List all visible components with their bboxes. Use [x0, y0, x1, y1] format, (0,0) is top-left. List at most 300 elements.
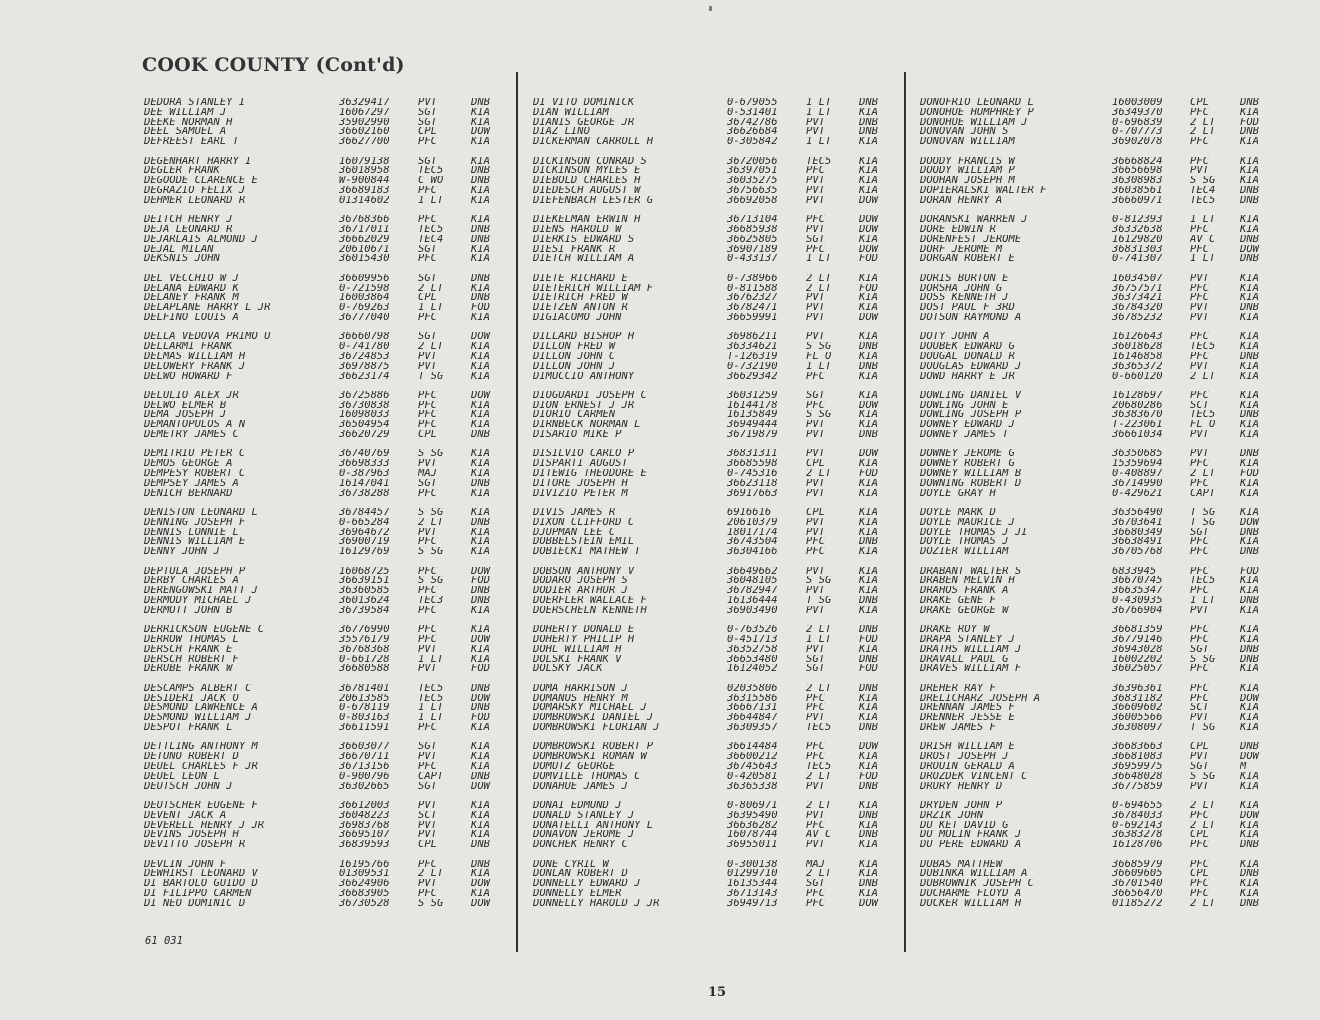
rank: S SG: [418, 508, 444, 518]
status-code: KIA: [1240, 459, 1259, 470]
roster-entry: [144, 772, 507, 782]
serial-number: 36668824: [1112, 156, 1163, 167]
status-code: KIA: [1240, 332, 1259, 343]
soldier-name: DORANSKI WARREN J: [920, 215, 1028, 225]
serial-number: 16067297: [339, 107, 390, 118]
rank: TEC5: [1190, 342, 1216, 352]
serial-number: 36603077: [339, 742, 390, 753]
status-code: DNB: [1240, 185, 1259, 196]
rank: PFC: [418, 410, 437, 421]
soldier-name: DIMUCCIO ANTHONY: [533, 371, 635, 382]
serial-number: 36766904: [1112, 605, 1163, 616]
soldier-name: DRENNAN JAMES F: [920, 703, 1015, 714]
soldier-name: DI FILIPPO CARMEN: [144, 888, 252, 899]
roster-entry: [533, 508, 895, 518]
roster-entry: [920, 869, 1276, 879]
status-code: DOW: [859, 224, 878, 235]
status-code: DNB: [471, 586, 490, 597]
serial-number: 36611591: [339, 722, 390, 733]
soldier-name: DISILVIO CARLO P: [533, 449, 635, 460]
roster-entry: [144, 225, 507, 235]
serial-number: 36900719: [339, 537, 390, 548]
rank: TEC5: [418, 683, 444, 694]
status-code: M: [1240, 761, 1247, 772]
rank: S SG: [1190, 771, 1216, 782]
soldier-name: DOSS KENNETH J: [920, 293, 1009, 304]
rank: PVT: [418, 879, 437, 889]
rank: 1 LT: [806, 98, 832, 108]
serial-number: 36614484: [727, 742, 778, 753]
roster-entry: [144, 830, 507, 840]
roster-entry: [920, 362, 1276, 372]
roster-group: [533, 157, 895, 206]
rank: PVT: [1190, 303, 1209, 313]
status-code: KIA: [471, 644, 490, 655]
roster-entry: [144, 840, 507, 850]
status-code: DNB: [471, 234, 490, 245]
status-code: KIA: [1240, 713, 1259, 723]
soldier-name: DIESI FRANK R: [533, 244, 616, 255]
rank: PFC: [418, 312, 437, 323]
status-code: DNB: [1240, 449, 1259, 460]
soldier-name: DERROW THOMAS L: [144, 635, 239, 645]
soldier-name: DILLON JOHN C: [533, 351, 616, 362]
rank: CPL: [418, 293, 437, 304]
roster-entry: [533, 235, 895, 245]
roster-entry: [533, 713, 895, 723]
soldier-name: DIAN WILLIAM: [533, 107, 609, 118]
serial-number: 36785232: [1112, 312, 1163, 323]
rank: PFC: [418, 859, 437, 870]
serial-number: 36638491: [1112, 537, 1163, 548]
status-code: KIA: [471, 410, 490, 421]
rank: PFC: [418, 537, 437, 548]
serial-number: 36698333: [339, 459, 390, 470]
status-code: DNB: [1240, 254, 1259, 265]
roster-entry: [920, 713, 1276, 723]
rank: AV C: [1190, 234, 1216, 245]
status-code: KIA: [471, 137, 490, 147]
soldier-name: DONALD STANLEY J: [533, 810, 635, 821]
soldier-name: DILLARD BISHOP H: [533, 332, 635, 343]
status-code: KIA: [471, 830, 490, 841]
soldier-name: DITEWIG THEODORE E: [533, 469, 647, 479]
serial-number: 36624906: [339, 879, 390, 889]
status-code: KIA: [471, 312, 490, 323]
status-code: KIA: [859, 888, 878, 899]
serial-number: 0-694655: [1112, 800, 1163, 811]
roster-entry: [533, 430, 895, 440]
rank: SGT: [806, 664, 825, 675]
status-code: KIA: [1240, 576, 1259, 587]
status-code: DNB: [1240, 742, 1259, 753]
soldier-name: DEVENT JACK A: [144, 810, 227, 821]
roster-entry: [533, 723, 895, 733]
serial-number: 36644847: [727, 713, 778, 723]
serial-number: 36396361: [1112, 683, 1163, 694]
roster-group: [920, 449, 1276, 498]
rank: PVT: [806, 430, 825, 440]
status-code: KIA: [1240, 430, 1259, 440]
rank: PFC: [418, 586, 437, 597]
status-code: KIA: [471, 195, 490, 206]
serial-number: 36383670: [1112, 410, 1163, 421]
serial-number: 16003009: [1112, 98, 1163, 108]
serial-number: 16068725: [339, 566, 390, 577]
soldier-name: DEMOS GEORGE A: [144, 459, 233, 470]
rank: TEC5: [418, 166, 444, 177]
serial-number: 36365338: [727, 781, 778, 792]
rank: PFC: [806, 244, 825, 255]
soldier-name: DELMAS WILLIAM H: [144, 351, 246, 362]
serial-number: 36395490: [727, 810, 778, 821]
soldier-name: DRISH WILLIAM E: [920, 742, 1015, 753]
serial-number: T-223061: [1112, 420, 1163, 431]
soldier-name: DERENGOWSKI MATT J: [144, 586, 258, 597]
roster-entry: [144, 752, 507, 762]
status-code: DNB: [471, 166, 490, 177]
soldier-name: DONOVAN WILLIAM: [920, 137, 1015, 147]
rank: PVT: [1190, 273, 1209, 284]
soldier-name: DUBAS MATTHEW: [920, 859, 1003, 870]
soldier-name: DONLAN ROBERT D: [533, 869, 628, 880]
rank: PVT: [418, 361, 437, 372]
status-code: FOD: [471, 664, 490, 675]
rank: PFC: [1190, 840, 1209, 850]
status-code: KIA: [859, 859, 878, 870]
serial-number: 0-741780: [339, 342, 390, 352]
roster-entry: [533, 664, 895, 674]
serial-number: 36745643: [727, 761, 778, 772]
rank: PVT: [806, 127, 825, 138]
roster-entry: [920, 469, 1276, 479]
soldier-name: DOWNING ROBERT D: [920, 478, 1022, 489]
rank: SGT: [418, 742, 437, 753]
status-code: KIA: [859, 566, 878, 577]
roster-entry: [533, 293, 895, 303]
rank: 2 LT: [418, 517, 444, 528]
status-code: KIA: [859, 390, 878, 401]
serial-number: 0-745316: [727, 469, 778, 479]
roster-entry: [533, 479, 895, 489]
soldier-name: DORENFEST JEROME: [920, 234, 1022, 245]
serial-number: 36365372: [1112, 361, 1163, 372]
roster-entry: [920, 576, 1276, 586]
soldier-name: DOYLE MARK D: [920, 508, 996, 518]
status-code: KIA: [1240, 371, 1259, 382]
roster-entry: [144, 391, 507, 401]
soldier-name: DEJAL MILAN: [144, 244, 214, 255]
roster-entry: [533, 215, 895, 225]
soldier-name: DOUGAL DONALD R: [920, 351, 1015, 362]
soldier-name: DELFINO LOUIS A: [144, 312, 239, 323]
serial-number: 36720056: [727, 156, 778, 167]
serial-number: 0-741307: [1112, 254, 1163, 265]
serial-number: 0-531401: [727, 107, 778, 118]
status-code: KIA: [859, 605, 878, 616]
soldier-name: DRAKE GEORGE W: [920, 605, 1009, 616]
status-code: DOW: [471, 332, 490, 343]
rank: 1 LT: [806, 361, 832, 372]
status-code: DNB: [471, 478, 490, 489]
rank: PFC: [1190, 547, 1209, 558]
serial-number: 01185272: [1112, 898, 1163, 909]
roster-entry: [144, 821, 507, 831]
rank: CPL: [418, 430, 437, 440]
soldier-name: DIENS HAROLD W: [533, 224, 622, 235]
roster-entry: [533, 342, 895, 352]
status-code: DNB: [1240, 547, 1259, 558]
rank: PVT: [806, 566, 825, 577]
roster-group: [920, 801, 1276, 850]
status-code: DNB: [859, 127, 878, 138]
rank: TEC5: [806, 761, 832, 772]
soldier-name: DOOHAN JOSEPH M: [920, 176, 1015, 186]
rank: 1 LT: [1190, 215, 1216, 225]
status-code: KIA: [859, 332, 878, 343]
soldier-name: DODARO JOSEPH S: [533, 576, 628, 587]
soldier-name: DIORIO CARMEN: [533, 410, 616, 421]
rank: CAPT: [1190, 488, 1216, 499]
rank: PFC: [418, 761, 437, 772]
rank: PVT: [1190, 430, 1209, 440]
roster-entry: [144, 479, 507, 489]
soldier-name: DONOHUE WILLIAM J: [920, 117, 1028, 128]
soldier-name: DICKINSON MYLES E: [533, 166, 641, 177]
soldier-name: DEGENHART HARRY I: [144, 156, 252, 167]
roster-entry: [533, 635, 895, 645]
soldier-name: DOHERTY DONALD E: [533, 625, 635, 635]
soldier-name: DOODY FRANCIS W: [920, 156, 1015, 167]
status-code: KIA: [471, 342, 490, 352]
serial-number: 36685938: [727, 224, 778, 235]
serial-number: 36739584: [339, 605, 390, 616]
status-code: KIA: [1240, 420, 1259, 431]
status-code: KIA: [1240, 635, 1259, 645]
roster-entry: [920, 332, 1276, 342]
soldier-name: DI NEO DOMINIC D: [144, 898, 246, 909]
roster-group: [144, 157, 507, 206]
soldier-name: DIERKIS EDWARD S: [533, 234, 635, 245]
serial-number: 36776990: [339, 625, 390, 635]
rank: PVT: [418, 459, 437, 470]
status-code: KIA: [471, 469, 490, 479]
roster-entry: [144, 469, 507, 479]
rank: 1 LT: [806, 107, 832, 118]
roster-entry: [920, 879, 1276, 889]
serial-number: 36653480: [727, 654, 778, 665]
roster-entry: [533, 245, 895, 255]
rank: PFC: [1190, 537, 1209, 548]
rank: PFC: [1190, 664, 1209, 675]
soldier-name: DORE EDWIN R: [920, 224, 996, 235]
soldier-name: DETTLING ANTHONY M: [144, 742, 258, 753]
serial-number: 0-803163: [339, 713, 390, 723]
rank: PFC: [418, 635, 437, 645]
status-code: KIA: [859, 761, 878, 772]
rank: PVT: [806, 781, 825, 792]
rank: PFC: [418, 215, 437, 225]
status-code: DOW: [471, 879, 490, 889]
roster-group: [533, 449, 895, 498]
rank: PFC: [418, 625, 437, 635]
status-code: KIA: [1240, 107, 1259, 118]
roster-entry: [533, 518, 895, 528]
roster-entry: [533, 372, 895, 382]
roster-entry: [533, 127, 895, 137]
status-code: KIA: [471, 888, 490, 899]
roster-entry: [144, 293, 507, 303]
status-code: FOD: [859, 771, 878, 782]
status-code: KIA: [1240, 293, 1259, 304]
rank: PFC: [1190, 879, 1209, 889]
rank: SGT: [1190, 644, 1209, 655]
status-code: KIA: [471, 449, 490, 460]
rank: SCT: [418, 810, 437, 821]
status-code: DNB: [471, 176, 490, 186]
rank: S SG: [418, 449, 444, 460]
status-code: DNB: [859, 654, 878, 665]
rank: TEC4: [418, 234, 444, 245]
soldier-name: DRAKE ROY W: [920, 625, 990, 635]
rank: SGT: [418, 781, 437, 792]
status-code: KIA: [1240, 342, 1259, 352]
serial-number: 36917663: [727, 488, 778, 499]
roster-entry: [144, 547, 507, 557]
roster-entry: [920, 430, 1276, 440]
serial-number: 36685979: [1112, 859, 1163, 870]
roster-entry: [533, 703, 895, 713]
status-code: DOW: [1240, 810, 1259, 821]
serial-number: 16124052: [727, 664, 778, 675]
soldier-name: DENNING JOSEPH F: [144, 517, 246, 528]
roster-group: [920, 332, 1276, 381]
status-code: KIA: [471, 420, 490, 431]
serial-number: 0-732190: [727, 361, 778, 372]
roster-entry: [533, 391, 895, 401]
serial-number: 16146858: [1112, 351, 1163, 362]
soldier-name: DOMBROWSKI DANIEL J: [533, 713, 654, 723]
soldier-name: DRABEN MELVIN H: [920, 576, 1015, 587]
status-code: KIA: [859, 547, 878, 558]
status-code: KIA: [471, 800, 490, 811]
soldier-name: DEUTSCHER EUGENE F: [144, 800, 258, 811]
soldier-name: DESIDERI JACK O: [144, 693, 239, 704]
status-code: KIA: [471, 254, 490, 265]
soldier-name: DEVLIN JOHN F: [144, 859, 227, 870]
rank: PFC: [418, 420, 437, 431]
status-code: KIA: [1240, 283, 1259, 294]
status-code: KIA: [471, 742, 490, 753]
roster-entry: [533, 694, 895, 704]
soldier-name: DELWO ELMER B: [144, 400, 227, 411]
soldier-name: DU PERE EDWARD A: [920, 840, 1022, 850]
status-code: DNB: [471, 98, 490, 108]
serial-number: 0-300138: [727, 859, 778, 870]
serial-number: 01314602: [339, 195, 390, 206]
status-code: FOD: [471, 303, 490, 313]
soldier-name: DONAVON JEROME J: [533, 830, 635, 841]
status-code: DNB: [471, 430, 490, 440]
roster-entry: [533, 752, 895, 762]
serial-number: 0-679055: [727, 98, 778, 108]
roster-entry: [533, 772, 895, 782]
roster-column-2: [533, 98, 895, 918]
soldier-name: DOBBELSTEIN EMIL: [533, 537, 635, 548]
serial-number: 02035806: [727, 683, 778, 694]
soldier-name: DIRNBECK NORMAN L: [533, 420, 641, 431]
roster-entry: [920, 489, 1276, 499]
rank: 1 LT: [418, 713, 444, 723]
serial-number: 36334621: [727, 342, 778, 352]
serial-number: 36713156: [339, 761, 390, 772]
status-code: KIA: [1240, 400, 1259, 411]
serial-number: 36670711: [339, 752, 390, 762]
serial-number: 0-763526: [727, 625, 778, 635]
roster-entry: [533, 840, 895, 850]
roster-entry: [920, 742, 1276, 752]
roster-entry: [920, 772, 1276, 782]
serial-number: 16129820: [1112, 234, 1163, 245]
status-code: KIA: [471, 820, 490, 831]
soldier-name: DERBY CHARLES A: [144, 576, 239, 587]
status-code: DNB: [1240, 898, 1259, 909]
status-code: KIA: [471, 527, 490, 538]
soldier-name: DOMANUS HENRY M: [533, 693, 628, 704]
soldier-name: DRAPA STANLEY J: [920, 635, 1015, 645]
serial-number: 36738288: [339, 488, 390, 499]
serial-number: 36695107: [339, 830, 390, 841]
roster-entry: [144, 449, 507, 459]
serial-number: 36978875: [339, 361, 390, 372]
rank: SGT: [806, 390, 825, 401]
soldier-name: DOWNEY ROBERT G: [920, 459, 1015, 470]
serial-number: 36742786: [727, 117, 778, 128]
rank: SGT: [1190, 761, 1209, 772]
roster-entry: [144, 899, 507, 909]
roster-entry: [533, 118, 895, 128]
rank: PVT: [418, 351, 437, 362]
soldier-name: DEEL SAMUEL A: [144, 127, 227, 138]
soldier-name: DITORE JOSEPH H: [533, 478, 628, 489]
serial-number: 36730838: [339, 400, 390, 411]
roster-entry: [920, 684, 1276, 694]
soldier-name: DOLSKI FRANK V: [533, 654, 622, 665]
roster-group: [533, 567, 895, 616]
soldier-name: DOTSON RAYMOND A: [920, 312, 1022, 323]
soldier-name: DEWHIRST LEONARD V: [144, 869, 258, 880]
roster-entry: [533, 596, 895, 606]
roster-entry: [920, 303, 1276, 313]
rank: 2 LT: [806, 283, 832, 294]
rank: T SG: [1190, 517, 1216, 528]
rank: PVT: [806, 449, 825, 460]
status-code: KIA: [859, 166, 878, 177]
status-code: FOD: [859, 254, 878, 265]
status-code: KIA: [859, 820, 878, 831]
roster-entry: [920, 98, 1276, 108]
status-code: DNB: [1240, 195, 1259, 206]
rank: 1 LT: [1190, 254, 1216, 265]
status-code: KIA: [859, 840, 878, 850]
status-code: KIA: [1240, 605, 1259, 616]
status-code: DNB: [859, 879, 878, 889]
status-code: KIA: [471, 185, 490, 196]
status-code: KIA: [471, 117, 490, 128]
soldier-name: DUCHARME FLOYD A: [920, 888, 1022, 899]
rank: PFC: [1190, 107, 1209, 118]
roster-entry: [144, 98, 507, 108]
